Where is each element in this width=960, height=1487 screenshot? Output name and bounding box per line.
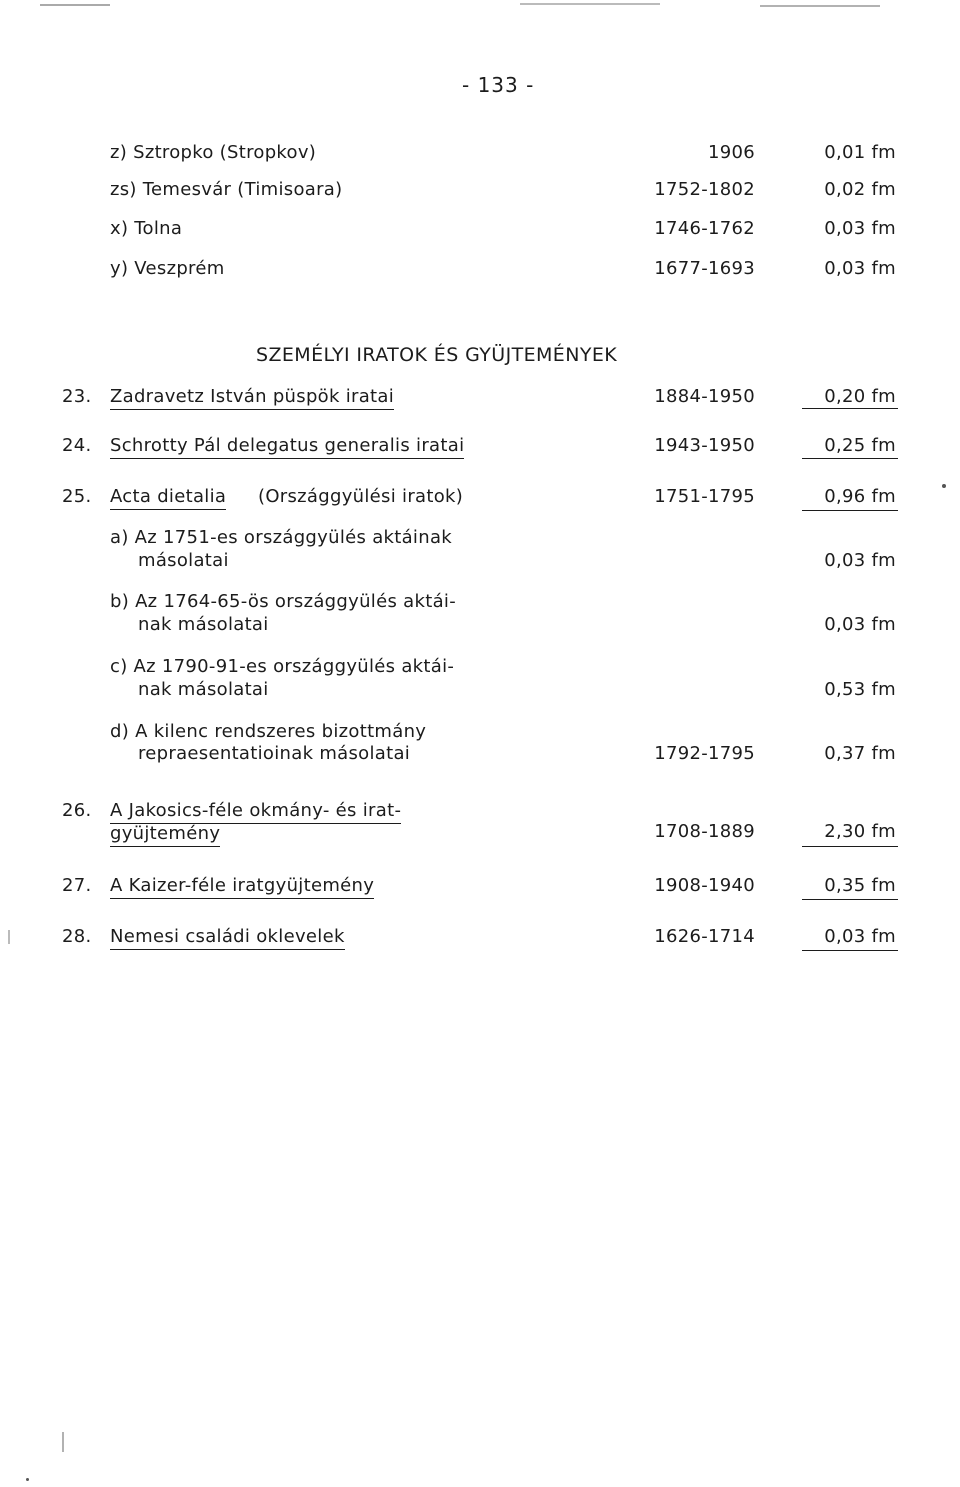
amount-underline bbox=[802, 510, 898, 511]
scan-speck bbox=[62, 1432, 64, 1452]
sub-entry-line1: c) Az 1790-91-es országgyülés aktái- bbox=[110, 656, 455, 677]
sub-entry-line1: b) Az 1764-65-ös országgyülés aktái- bbox=[110, 591, 456, 612]
sub-entry-amount: 0,03 fm bbox=[824, 550, 896, 571]
page-number: - 133 - bbox=[462, 73, 535, 97]
sub-entry-amount: 0,53 fm bbox=[824, 679, 896, 700]
locality-label: zs) Temesvár (Timisoara) bbox=[110, 179, 343, 200]
entry-amount: 0,35 fm bbox=[824, 875, 896, 896]
entry-years: 1943-1950 bbox=[654, 435, 755, 456]
sub-entry-line1: d) A kilenc rendszeres bizottmány bbox=[110, 721, 427, 742]
entry-title: Zadravetz István püspök iratai bbox=[110, 386, 394, 410]
locality-amount: 0,01 fm bbox=[824, 142, 896, 163]
sub-entry-line2: nak másolatai bbox=[138, 679, 269, 700]
locality-years: 1677-1693 bbox=[654, 258, 755, 279]
locality-years: 1752-1802 bbox=[654, 179, 755, 200]
amount-underline bbox=[802, 950, 898, 951]
entry-title: Nemesi családi oklevelek bbox=[110, 926, 345, 950]
sub-entry-line2: repraesentatioinak másolatai bbox=[138, 743, 411, 764]
entry-amount: 0,03 fm bbox=[824, 926, 896, 947]
scan-speck bbox=[8, 930, 10, 944]
amount-underline bbox=[802, 408, 898, 409]
entry-years: 1884-1950 bbox=[654, 386, 755, 407]
entry-number: 28. bbox=[62, 926, 92, 947]
entry-number: 26. bbox=[62, 800, 92, 821]
sub-entry-line2: nak másolatai bbox=[138, 614, 269, 635]
entry-title-line2: gyüjtemény bbox=[110, 823, 220, 847]
scan-speck bbox=[760, 5, 880, 7]
entry-number: 25. bbox=[62, 486, 92, 507]
entry-years: 1626-1714 bbox=[654, 926, 755, 947]
entry-title: Schrotty Pál delegatus generalis iratai bbox=[110, 435, 464, 459]
locality-label: y) Veszprém bbox=[110, 258, 225, 279]
locality-label: x) Tolna bbox=[110, 218, 183, 239]
section-heading: SZEMÉLYI IRATOK ÉS GYÜJTEMÉNYEK bbox=[256, 344, 618, 366]
scan-speck bbox=[40, 4, 110, 6]
sub-entry-line2: másolatai bbox=[138, 550, 229, 571]
locality-label: z) Sztropko (Stropkov) bbox=[110, 142, 317, 163]
scan-speck bbox=[942, 484, 946, 488]
scan-speck bbox=[26, 1478, 29, 1481]
entry-amount: 0,25 fm bbox=[824, 435, 896, 456]
entry-title-line1: A Jakosics-féle okmány- és irat- bbox=[110, 800, 401, 824]
entry-years: 1908-1940 bbox=[654, 875, 755, 896]
entry-years: 1751-1795 bbox=[654, 486, 755, 507]
entry-amount: 0,96 fm bbox=[824, 486, 896, 507]
locality-amount: 0,03 fm bbox=[824, 258, 896, 279]
entry-number: 24. bbox=[62, 435, 92, 456]
locality-years: 1746-1762 bbox=[654, 218, 755, 239]
entry-number: 27. bbox=[62, 875, 92, 896]
locality-years: 1906 bbox=[707, 142, 755, 163]
entry-title-note: (Országgyülési iratok) bbox=[258, 486, 464, 507]
entry-number: 23. bbox=[62, 386, 92, 407]
amount-underline bbox=[802, 458, 898, 459]
sub-entry-amount: 0,37 fm bbox=[824, 743, 896, 764]
entry-title: A Kaizer-féle iratgyüjtemény bbox=[110, 875, 374, 899]
entry-amount: 2,30 fm bbox=[824, 821, 896, 842]
sub-entry-years: 1792-1795 bbox=[654, 743, 755, 764]
entry-title: Acta dietalia bbox=[110, 486, 226, 510]
amount-underline bbox=[802, 846, 898, 847]
entry-years: 1708-1889 bbox=[654, 821, 755, 842]
entry-amount: 0,20 fm bbox=[824, 386, 896, 407]
scan-speck bbox=[520, 3, 660, 5]
sub-entry-line1: a) Az 1751-es országgyülés aktáinak bbox=[110, 527, 452, 548]
amount-underline bbox=[802, 899, 898, 900]
sub-entry-amount: 0,03 fm bbox=[824, 614, 896, 635]
locality-amount: 0,02 fm bbox=[824, 179, 896, 200]
locality-amount: 0,03 fm bbox=[824, 218, 896, 239]
